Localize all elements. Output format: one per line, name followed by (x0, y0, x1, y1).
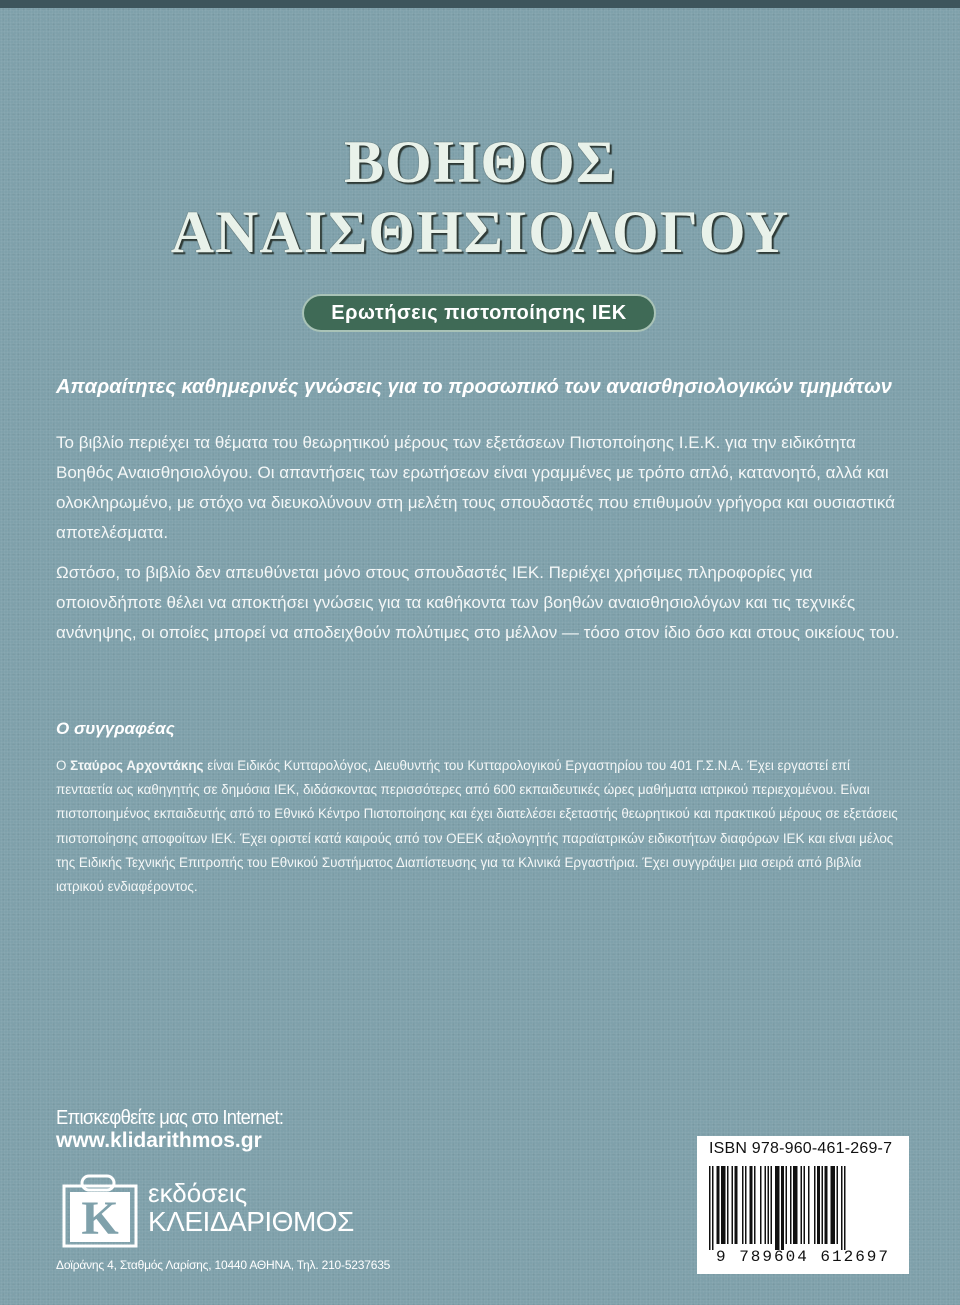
publisher-logo-icon (62, 1174, 142, 1248)
book-title-line-1: ΒΟΗΘΟΣ (344, 129, 616, 195)
tagline: Απαραίτητες καθημερινές γνώσεις για το προσωπικό των αναισθησιολογικών τμημάτων (56, 376, 892, 398)
description-paragraph-1: Το βιβλίο περιέχει τα θέματα του θεωρητικού μέρους των εξετάσεων Πιστοποίησης Ι.Ε.Κ. για την ειδικότητα Βοηθός Αναισθησιολόγου. Οι απαντήσεις των ερωτήσεων είναι γραμμένες με τρόπο απλό, κατανοητό, αλλά και ολοκληρωμένο, με στόχο να διευκολύνουν στη μελέτη τους σπουδαστές που επιθυμούν γρήγορα και ουσιαστικά αποτελέσματα. (56, 433, 895, 542)
barcode-bar (775, 1166, 780, 1250)
ean-digits: 9 789604 612697 (715, 1248, 891, 1266)
barcode-bar (735, 1166, 738, 1244)
isbn-label: ISBN 978-960-461-269-7 (709, 1140, 893, 1157)
barcode-bar (817, 1166, 820, 1244)
barcode-bar (822, 1166, 824, 1244)
author-bio (56, 754, 906, 899)
barcode-icon (707, 1166, 899, 1250)
book-title-line-2: ΑΝΑΙΣΘΗΣΙΟΛΟΓΟΥ (170, 199, 790, 265)
author-heading: Ο συγγραφέας (56, 719, 175, 738)
website-link[interactable]: www.klidarithmos.gr (56, 1129, 262, 1152)
barcode-bar (745, 1166, 747, 1244)
barcode-bar (760, 1166, 762, 1244)
barcode-bar (793, 1166, 798, 1244)
top-edge-strip (0, 0, 960, 8)
barcode-bar (801, 1166, 803, 1244)
barcode-bar (786, 1166, 788, 1244)
logo-letter: K (81, 1192, 119, 1245)
barcode-bar (727, 1166, 729, 1244)
barcode-bar (712, 1166, 714, 1250)
barcode-bar (837, 1166, 839, 1244)
barcode-bar (754, 1166, 756, 1244)
barcode-bar (771, 1166, 773, 1244)
description-paragraph-2: Ωστόσο, το βιβλίο δεν απευθύνεται μόνο στους σπουδαστές ΙΕΚ. Περιέχει χρήσιμες πληροφορίες για οποιονδήποτε θέλει να αποκτήσει γνώσεις για τα καθήκοντα των βοηθών αναισθησιολόγων και τις τεχνικές ανάνηψης, οι οποίες μπορεί να αποδειχθούν πολύτιμες στο μέλλον — τόσο στον ίδιο όσο και στους οικείους του. (56, 563, 900, 642)
barcode-box (697, 1136, 909, 1274)
barcode-bar (831, 1166, 836, 1244)
visit-label: Επισκεφθείτε μας στο Internet: (56, 1107, 284, 1129)
author-name: Σταύρος Αρχοντάκης (70, 758, 204, 773)
barcode-bar (717, 1166, 720, 1244)
barcode-bar (781, 1166, 784, 1250)
barcode-bar (804, 1166, 806, 1244)
barcode-bar (808, 1166, 810, 1244)
website-block (56, 1107, 303, 1153)
barcode-bar (742, 1166, 744, 1244)
barcode-bar (732, 1166, 734, 1244)
barcode-bar (844, 1166, 846, 1250)
publisher-address: Δοϊράνης 4, Σταθμός Λαρίσης, 10440 ΑΘΗΝΑ, Τηλ. 210-5237635 (56, 1258, 391, 1272)
author-bio-text: είναι Ειδικός Κυτταρολόγος, Διευθυντής του Κυτταρολογικού Εργαστηρίου του 401 Γ.Σ.Ν.Α. Έχει εργαστεί επί πενταετία ως καθηγητής σε δημόσια ΙΕΚ, διδάσκοντας περισσότερες από 600 εκπαιδευτικές ώρες μαθήματα ιατρικού περιεχομένου. Είναι πιστοποιημένος εκπαιδευτής από το Εθνικό Κέντρο Πιστοποίησης και έχει διατελέσει εξεταστής θεωρητικού και πρακτικού μέρους σε εξετάσεις πιστοποίησης αποφοίτων ΙΕΚ. Έχει οριστεί κατά καιρούς από τον ΟΕΕΚ αξιολογητής παραϊατρικών ειδικοτήτων διαφόρων ΙΕΚ και είναι μέλος της Ειδικής Τεχνικής Επιτροπής του Εθνικού Συστήματος Διαπίστευσης για τα Κλινικά Εργαστήρια. Έχει συγγράψει μια σειρά από βιβλία ιατρικού ενδιαφέροντος. (56, 758, 898, 895)
barcode-bar (709, 1166, 711, 1250)
barcode-bar (721, 1166, 726, 1244)
barcode-bar (768, 1166, 770, 1244)
publisher-name-line-1: εκδόσεις (148, 1178, 248, 1208)
publisher-name-line-2: ΚΛΕΙΔΑΡΙΘΜΟΣ (148, 1206, 354, 1237)
barcode-bar (841, 1166, 843, 1250)
barcode-bar (750, 1166, 753, 1244)
subtitle-badge: Ερωτήσεις πιστοποίησης ΙΕΚ (302, 294, 656, 332)
barcode-bar (825, 1166, 828, 1244)
author-bio-prefix: Ο (56, 758, 67, 773)
barcode-bar (765, 1166, 767, 1244)
logo-ring (82, 1176, 114, 1190)
barcode-bar (790, 1166, 792, 1244)
barcode-bar (814, 1166, 816, 1244)
